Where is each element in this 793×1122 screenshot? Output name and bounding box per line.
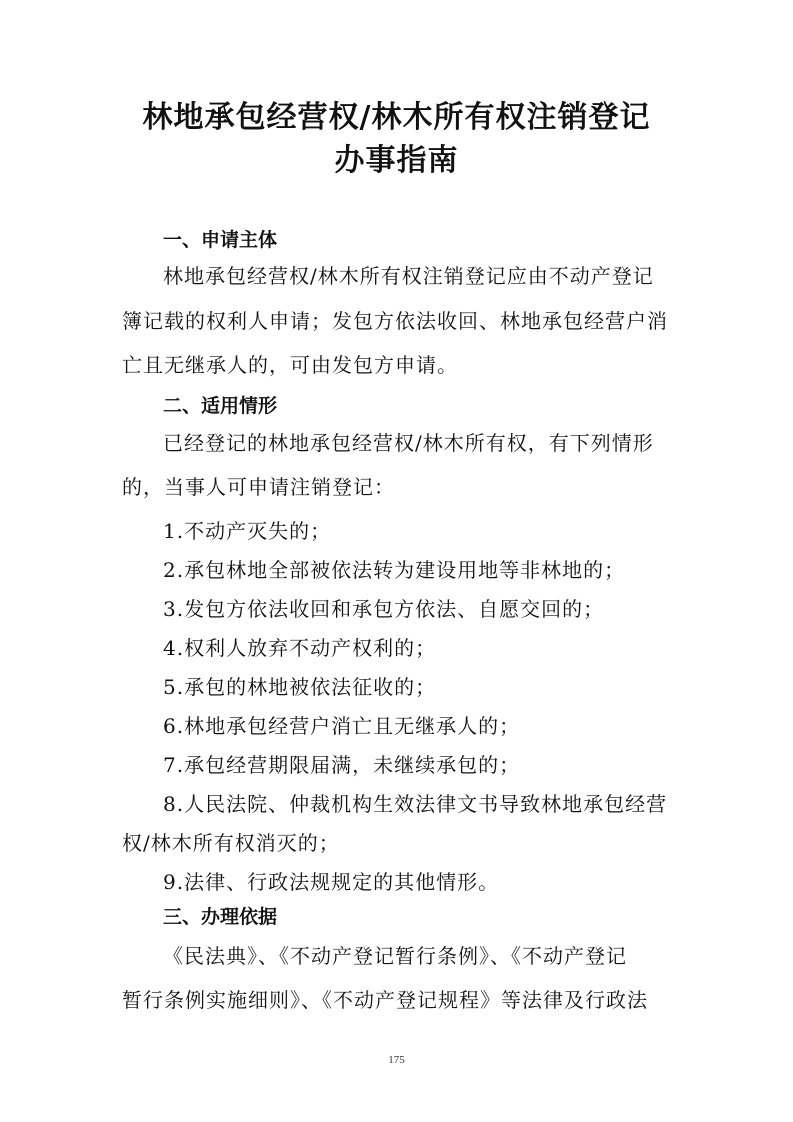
list-item: 1.不动产灭失的； xyxy=(163,519,332,543)
list-item: 3.发包方依法收回和承包方依法、自愿交回的； xyxy=(163,597,605,621)
list-item: 7.承包经营期限届满，未继续承包的； xyxy=(163,753,521,777)
page-number: 175 xyxy=(388,1054,405,1066)
section-heading-applicable-cases: 二、适用情形 xyxy=(163,395,278,417)
document-title-line-1: 林地承包经营权/林木所有权注销登记 xyxy=(142,100,651,135)
paragraph-line: 的，当事人可申请注销登记： xyxy=(122,475,395,499)
list-item: 6.林地承包经营户消亡且无继承人的； xyxy=(163,714,521,738)
paragraph-line: 簿记载的权利人申请；发包方依法收回、林地承包经营户消 xyxy=(122,309,668,333)
section-heading-applicant: 一、申请主体 xyxy=(163,229,278,251)
document-title-line-2: 办事指南 xyxy=(334,143,459,178)
list-item: 5.承包的林地被依法征收的； xyxy=(163,675,437,699)
paragraph-line: 《民法典》、《不动产登记暂行条例》、《不动产登记 xyxy=(163,944,627,968)
list-item: 2.承包林地全部被依法转为建设用地等非林地的； xyxy=(163,558,626,582)
list-item: 9.法律、行政法规规定的其他情形。 xyxy=(163,870,500,894)
list-item: 8.人民法院、仲裁机构生效法律文书导致林地承包经营 xyxy=(163,792,668,816)
paragraph-line: 已经登记的林地承包经营权/林木所有权，有下列情形 xyxy=(163,431,654,455)
list-item-continuation: 权/林木所有权消灭的； xyxy=(122,831,340,855)
paragraph-line: 林地承包经营权/林木所有权注销登记应由不动产登记 xyxy=(163,264,654,288)
list-item: 4.权利人放弃不动产权利的； xyxy=(163,636,437,660)
section-heading-legal-basis: 三、办理依据 xyxy=(163,906,278,928)
paragraph-line: 亡且无继承人的，可由发包方申请。 xyxy=(122,353,458,377)
paragraph-line: 暂行条例实施细则》、《不动产登记规程》等法律及行政法 xyxy=(122,988,648,1012)
